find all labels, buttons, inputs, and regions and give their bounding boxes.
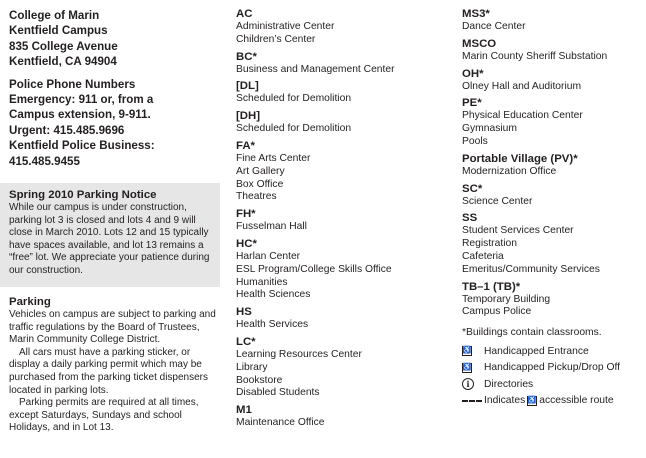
building-item: Business and Management Center [236,63,395,75]
building-code: MS3* [462,8,490,20]
building-entry [236,336,450,400]
building-code: [DL] [236,80,259,93]
building-code: FH* [236,208,256,221]
parking-notice-box [0,183,220,287]
parking-paragraph: Vehicles on campus are subject to parking and traffic regulations by the Board of Trustees, Marin Community College District. [9,309,216,346]
building-column-1 [236,0,450,434]
building-item: Campus Police [462,306,532,318]
building-entry [236,51,450,77]
wheelchair-icon: ♿ [462,347,472,355]
building-item: Humanities [236,276,288,288]
legend-handicapped-entrance [462,343,646,360]
building-entry [462,153,646,179]
building-entry [462,281,646,320]
building-item: Gymnasium [462,123,517,135]
building-item: Fine Arts Center [236,152,311,164]
legend-label: Handicapped Entrance [484,345,589,357]
wheelchair-icon: ♿ [462,363,472,371]
building-item: Bookstore [236,374,283,386]
building-item: Scheduled for Demolition [236,93,352,105]
building-code: BC* [236,50,257,63]
building-entry [462,183,646,209]
building-item: Student Services Center [462,225,574,237]
building-entry [236,306,450,332]
building-column-2 [462,0,646,409]
building-code: LC* [236,335,256,348]
building-item: Modernization Office [462,165,557,177]
building-entry [462,68,646,94]
building-item: Children’s Center [236,33,316,45]
building-entry [236,140,450,204]
building-item: Emeritus/Community Services [462,263,600,275]
dashed-line-icon [462,400,482,402]
building-item: Health Services [236,319,309,331]
building-item: Dance Center [462,21,526,32]
address-line: Kentfield, CA 94904 [9,55,117,69]
legend-label: Handicapped Pickup/Drop Off [484,362,621,374]
building-item: Physical Education Center [462,110,583,122]
legend-accessible-route [462,393,646,410]
building-code: M1 [236,404,252,417]
building-item: Science Center [462,195,533,207]
parking-notice-body: While our campus is under construction, parking lot 3 is closed and lots 4 and 9 will close in March 2010. Lots 12 and 15 typically have spaces available, and lot 13 remains a “free” lot. We appreciate your patience during our construction. [9,202,210,277]
building-item: Learning Resources Center [236,348,362,360]
campus-address [0,0,222,70]
building-item: ESL Program/College Skills Office [236,263,392,275]
address-line: College of Marin [9,9,100,22]
parking-paragraph: All cars must have a parking sticker, or display a daily parking permit which may be purchased from the parking ticket dispensers located in parking lots. [9,346,208,396]
building-item: Disabled Students [236,387,320,399]
address-line: 835 College Avenue [9,39,118,53]
legend-label: Indicates [484,395,526,407]
parking-notice-title: Spring 2010 Parking Notice [9,189,157,202]
building-item: Pools [462,135,488,147]
building-item: Maintenance Office [236,417,325,429]
building-entry [462,8,646,34]
building-item: Marin County Sheriff Substation [462,50,608,62]
building-entry [462,97,646,148]
building-code: SC* [462,182,483,195]
address-line: Kentfield Campus [9,24,108,38]
legend-directories [462,376,646,393]
police-line: Police Phone Numbers [9,77,136,91]
building-item: Library [236,361,268,373]
police-line: Campus extension, 9-911. [9,108,151,122]
building-item: Scheduled for Demolition [236,123,352,135]
building-code: Portable Village (PV)* [462,152,578,165]
info-column [0,0,222,435]
building-code: OH* [462,67,484,80]
building-code: SS [462,212,478,225]
police-phone-numbers [0,70,222,169]
police-line: Emergency: 911 or, from a [9,93,154,107]
map-legend [462,343,646,409]
parking-section [0,287,222,435]
building-item: Registration [462,238,517,250]
legend-label: accessible route [539,395,614,407]
parking-title: Parking [9,296,51,309]
building-item: Art Gallery [236,165,285,177]
building-entry [236,208,450,234]
building-list [236,0,450,430]
building-code: [DH] [236,110,261,123]
building-entry [462,38,646,64]
building-item: Cafeteria [462,250,504,262]
police-line: Urgent: 415.485.9696 [9,123,125,137]
building-code: TB–1 (TB)* [462,280,521,293]
legend-label: Directories [484,378,534,390]
building-code: PE* [462,97,482,110]
wheelchair-icon: ♿ [527,396,537,404]
building-code: HC* [236,237,257,250]
building-code: MSCO [462,37,497,50]
classroom-note: *Buildings contain classrooms. [462,327,602,339]
building-entry [236,404,450,430]
building-item: Harlan Center [236,250,301,262]
building-entry [236,8,450,47]
building-entry [462,212,646,276]
building-code: AC [236,8,253,20]
building-item: Health Sciences [236,289,311,301]
building-list [462,0,646,319]
building-item: Temporary Building [462,293,551,305]
building-entry [236,238,450,302]
police-line: 415.485.9455 [9,154,80,168]
building-item: Theatres [236,191,277,203]
building-item: Fusselman Hall [236,221,307,233]
legend-handicapped-pickup [462,360,646,377]
building-code: FA* [236,139,255,152]
police-line: Kentfield Police Business: [9,139,155,153]
building-item: Administrative Center [236,21,335,32]
parking-paragraph: Parking permits are required at all times, except Saturdays, Sundays and school Holidays, and in Lot 13. [9,397,199,434]
building-code: HS [236,306,252,319]
building-item: Olney Hall and Auditorium [462,80,582,92]
building-entry [236,80,450,106]
building-entry [236,110,450,136]
building-item: Box Office [236,178,284,190]
info-circle-icon: i [462,378,474,390]
